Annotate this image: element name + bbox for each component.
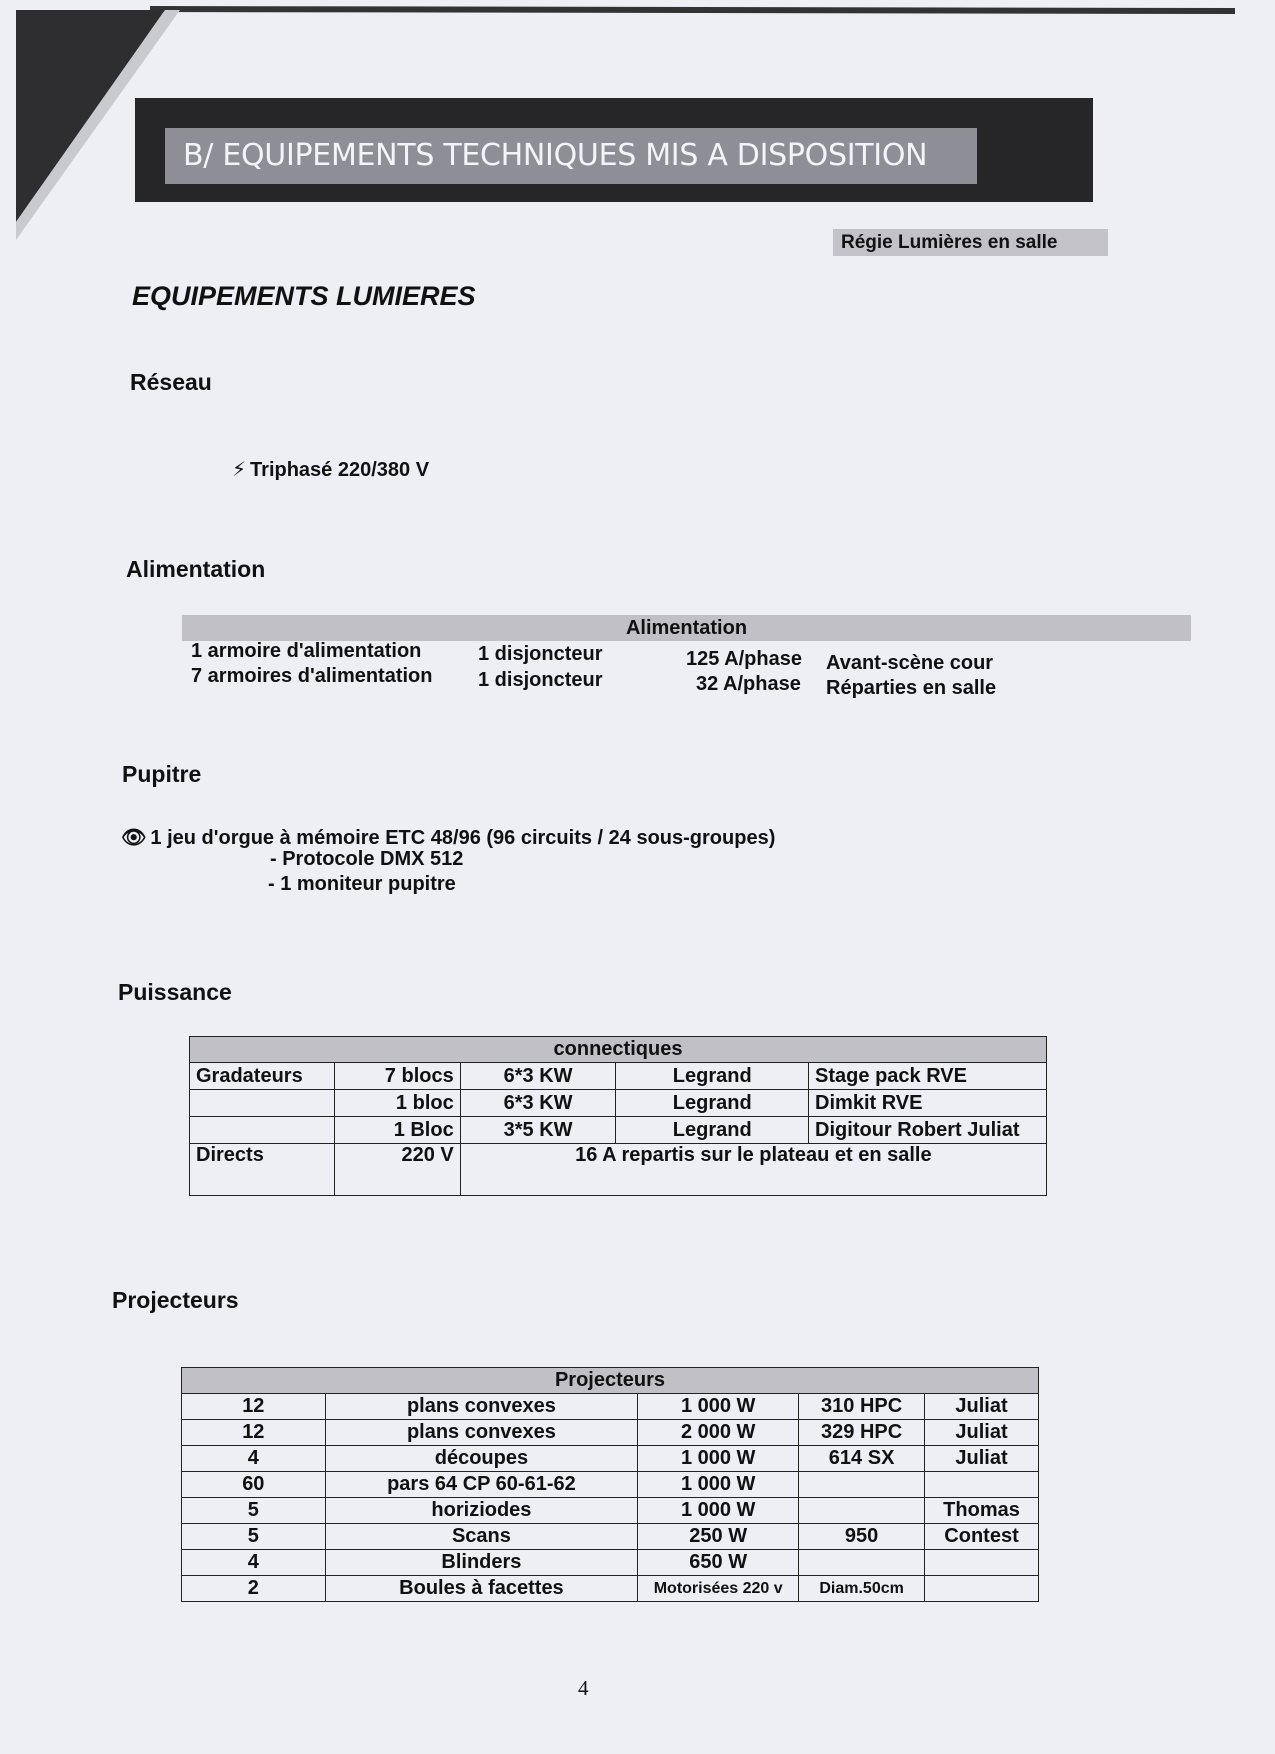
alim-row-2-d: Réparties en salle xyxy=(826,677,997,699)
alim-row-2-c: 32 A/phase xyxy=(696,673,801,695)
table-row xyxy=(182,1576,1039,1602)
table-cell: 3*5 KW xyxy=(460,1117,616,1144)
table-cell: 329 HPC xyxy=(799,1420,925,1446)
alim-row-1-b: 1 disjoncteur xyxy=(478,643,603,665)
table-cell: 650 W xyxy=(638,1550,799,1576)
table-cell: Diam.50cm xyxy=(799,1576,925,1602)
puissance-heading: Puissance xyxy=(118,979,232,1005)
table-cell xyxy=(799,1472,925,1498)
projecteurs-caption: Projecteurs xyxy=(182,1368,1039,1394)
puissance-caption-row xyxy=(190,1037,1047,1063)
page-number: 4 xyxy=(578,1676,589,1700)
table-cell: Scans xyxy=(325,1524,638,1550)
eye-icon: 👁 xyxy=(121,827,147,849)
table-cell: 1 bloc xyxy=(334,1090,460,1117)
table-cell: 2 xyxy=(182,1576,326,1602)
table-row xyxy=(190,1090,1047,1117)
table-cell: Directs xyxy=(190,1144,335,1196)
table-cell: pars 64 CP 60-61-62 xyxy=(325,1472,638,1498)
main-title: EQUIPEMENTS LUMIERES xyxy=(132,281,476,311)
table-cell: Thomas xyxy=(925,1498,1039,1524)
table-cell: Legrand xyxy=(616,1063,809,1090)
table-cell: plans convexes xyxy=(325,1420,638,1446)
reseau-item xyxy=(232,457,429,482)
table-row xyxy=(182,1524,1039,1550)
table-cell: Boules à facettes xyxy=(325,1576,638,1602)
table-cell: Dimkit RVE xyxy=(809,1090,1047,1117)
table-cell: 12 xyxy=(182,1420,326,1446)
pupitre-main-text: 1 jeu d'orgue à mémoire ETC 48/96 (96 circuits / 24 sous-groupes) xyxy=(150,827,776,849)
table-cell xyxy=(925,1472,1039,1498)
table-cell: horiziodes xyxy=(325,1498,638,1524)
table-cell: 12 xyxy=(182,1394,326,1420)
table-cell: 250 W xyxy=(638,1524,799,1550)
alimentation-bar-title: Alimentation xyxy=(625,617,748,639)
table-cell: Juliat xyxy=(925,1394,1039,1420)
table-row xyxy=(182,1498,1039,1524)
table-row xyxy=(190,1117,1047,1144)
table-cell xyxy=(925,1550,1039,1576)
table-cell: 614 SX xyxy=(799,1446,925,1472)
puissance-caption: connectiques xyxy=(190,1037,1047,1063)
table-cell: 220 V xyxy=(334,1144,460,1196)
alim-row-1-a: 1 armoire d'alimentation xyxy=(191,640,422,662)
table-row xyxy=(190,1063,1047,1090)
table-cell: 1 000 W xyxy=(638,1498,799,1524)
table-cell: 1 Bloc xyxy=(334,1117,460,1144)
regie-badge: Régie Lumières en salle xyxy=(833,229,1108,256)
table-cell: 1 000 W xyxy=(638,1472,799,1498)
page-title: B/ EQUIPEMENTS TECHNIQUES MIS A DISPOSITION xyxy=(165,128,977,184)
table-cell xyxy=(190,1117,335,1144)
table-cell: découpes xyxy=(325,1446,638,1472)
table-cell: Legrand xyxy=(616,1117,809,1144)
alim-row-1-d: Avant-scène cour xyxy=(826,652,994,674)
lightning-icon: ⚡ xyxy=(232,459,247,481)
table-row xyxy=(182,1550,1039,1576)
table-cell: Blinders xyxy=(325,1550,638,1576)
table-row xyxy=(182,1446,1039,1472)
projecteurs-caption-row xyxy=(182,1368,1039,1394)
table-row xyxy=(182,1420,1039,1446)
projecteurs-heading: Projecteurs xyxy=(112,1287,239,1313)
table-cell: 1 000 W xyxy=(638,1446,799,1472)
table-cell: Digitour Robert Juliat xyxy=(809,1117,1047,1144)
alim-row-2-a: 7 armoires d'alimentation xyxy=(191,665,433,687)
table-cell: 7 blocs xyxy=(334,1063,460,1090)
reseau-heading: Réseau xyxy=(130,369,212,395)
pupitre-sub-1: - Protocole DMX 512 xyxy=(270,848,464,870)
alim-row-1-c: 125 A/phase xyxy=(686,648,802,670)
puissance-table xyxy=(189,1036,1047,1196)
table-cell: 5 xyxy=(182,1498,326,1524)
scan-top-edge xyxy=(0,0,1275,14)
table-cell xyxy=(190,1090,335,1117)
table-cell: Gradateurs xyxy=(190,1063,335,1090)
table-cell xyxy=(799,1550,925,1576)
alimentation-bar xyxy=(182,615,1191,641)
table-cell: 2 000 W xyxy=(638,1420,799,1446)
table-cell: plans convexes xyxy=(325,1394,638,1420)
table-cell: 310 HPC xyxy=(799,1394,925,1420)
pupitre-heading: Pupitre xyxy=(122,761,202,787)
table-cell: 60 xyxy=(182,1472,326,1498)
table-cell: 5 xyxy=(182,1524,326,1550)
table-cell: 950 xyxy=(799,1524,925,1550)
projecteurs-table xyxy=(181,1367,1039,1602)
table-cell: Legrand xyxy=(616,1090,809,1117)
table-cell: 6*3 KW xyxy=(460,1063,616,1090)
table-cell: Contest xyxy=(925,1524,1039,1550)
table-cell: Stage pack RVE xyxy=(809,1063,1047,1090)
alim-row-2-b: 1 disjoncteur xyxy=(478,669,603,691)
table-cell: 6*3 KW xyxy=(460,1090,616,1117)
table-cell: Motorisées 220 v xyxy=(638,1576,799,1602)
table-row xyxy=(182,1472,1039,1498)
table-row xyxy=(182,1394,1039,1420)
table-row-directs xyxy=(190,1144,1047,1196)
table-cell: 4 xyxy=(182,1446,326,1472)
table-cell: 16 A repartis sur le plateau et en salle xyxy=(460,1144,1046,1196)
table-cell xyxy=(925,1576,1039,1602)
table-cell: 1 000 W xyxy=(638,1394,799,1420)
pupitre-sub-2: - 1 moniteur pupitre xyxy=(268,873,456,895)
table-cell: 4 xyxy=(182,1550,326,1576)
table-cell: Juliat xyxy=(925,1420,1039,1446)
reseau-item-text: Triphasé 220/380 V xyxy=(250,459,430,481)
alimentation-heading: Alimentation xyxy=(126,556,266,582)
pupitre-main xyxy=(121,825,775,850)
table-cell: Juliat xyxy=(925,1446,1039,1472)
table-cell xyxy=(799,1498,925,1524)
